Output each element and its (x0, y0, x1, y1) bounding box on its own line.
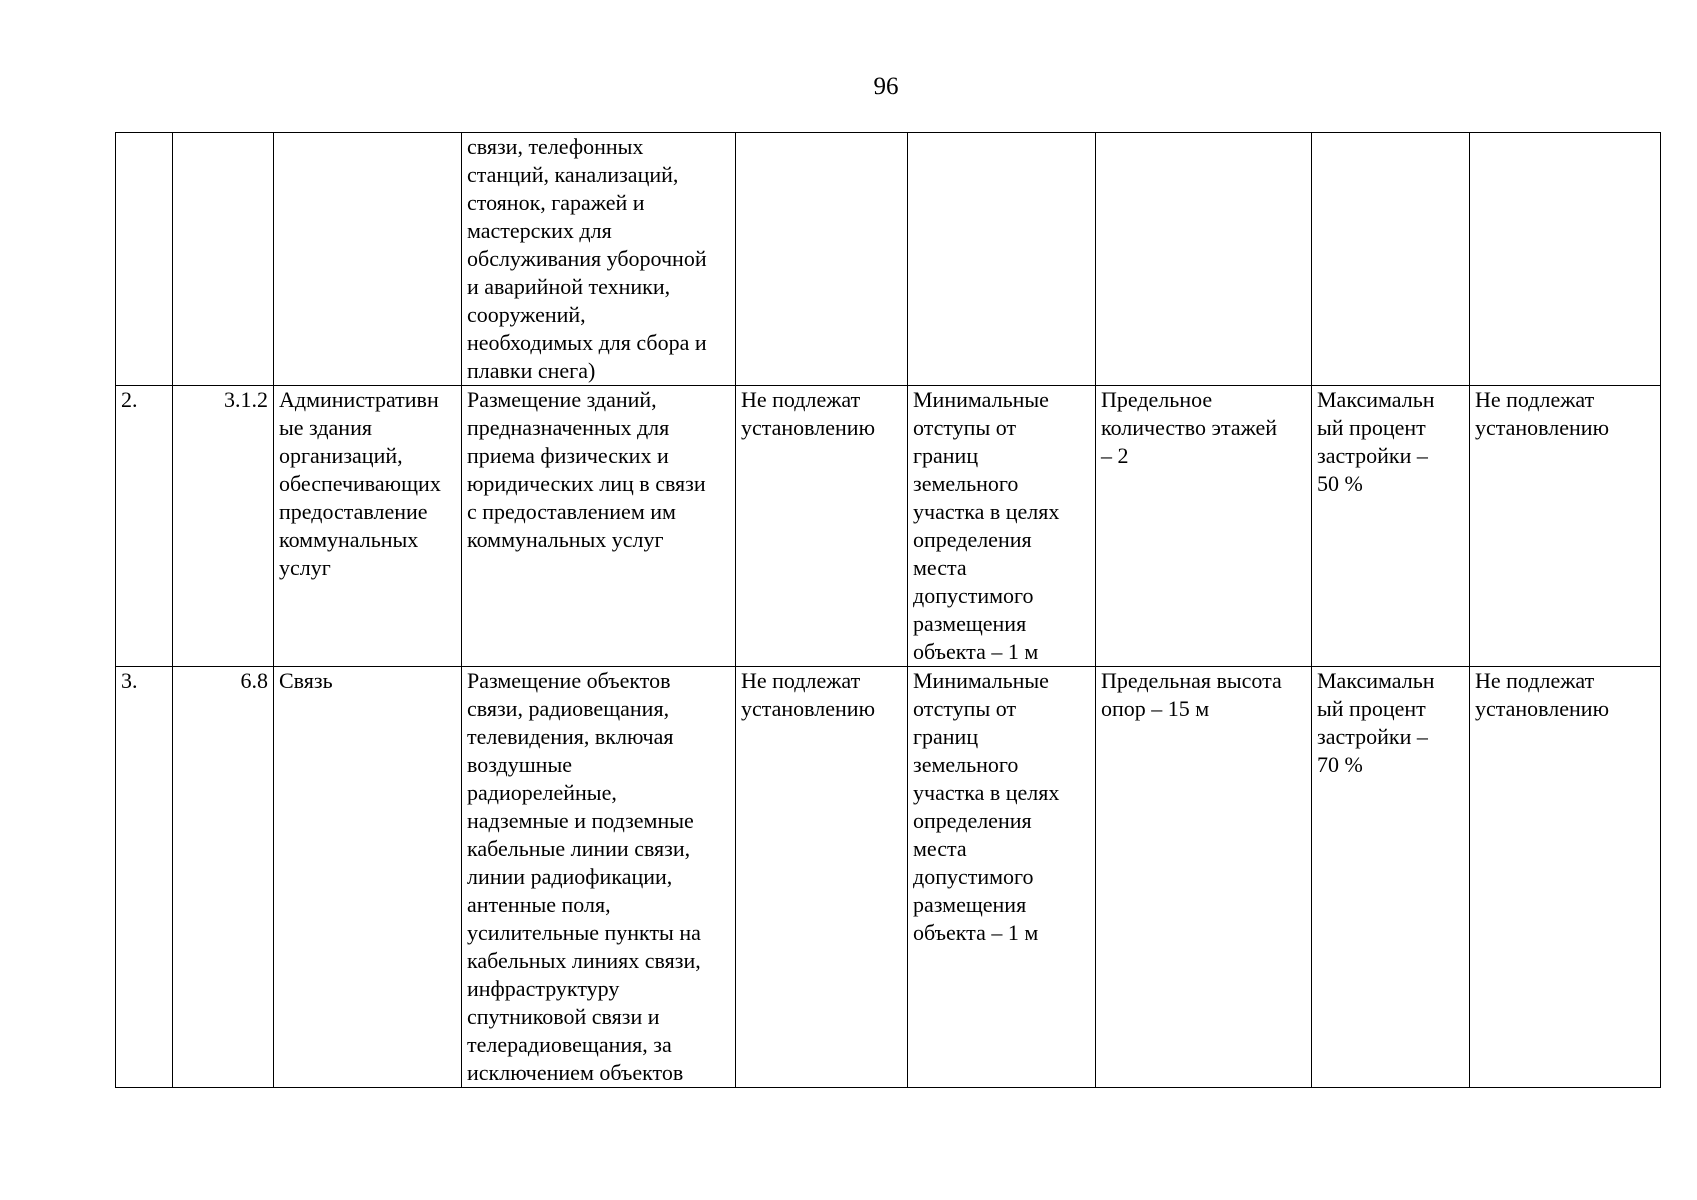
name-cell (274, 386, 462, 667)
land-use-description: Размещение объектов связи, радиовещания, телевидения, включая воздушные радиорелейные, надземные и подземные кабельные линии связи, линии радиофикации, антенные поля, усилительные пункты на кабельных линиях связи, инфраструктуру спутниковой связи и телерадиовещания, за исключением объектов (467, 668, 701, 1085)
other-parameters-text: Не подлежат установлению (1475, 668, 1610, 721)
setback-text: Минимальные отступы от границ земельного участка в целях определения места допустимого размещения объекта – 1 м (913, 387, 1060, 664)
row-number-cell (116, 133, 173, 386)
name-cell (274, 667, 462, 1088)
plot-size-text: Не подлежат установлению (741, 668, 876, 721)
parameter-cell (1470, 386, 1661, 667)
code-cell (173, 386, 274, 667)
coverage-text: Максимальн ый процент застройки – 50 % (1317, 387, 1435, 496)
parameter-cell (908, 667, 1096, 1088)
code-cell (173, 133, 274, 386)
parameter-cell (736, 133, 908, 386)
description-cell (462, 386, 736, 667)
row-number: 3. (121, 668, 138, 693)
table-row (116, 386, 1661, 667)
parameter-cell (1312, 386, 1470, 667)
row-number: 2. (121, 387, 138, 412)
description-cell (462, 133, 736, 386)
parameter-cell (908, 386, 1096, 667)
parameter-cell (1096, 133, 1312, 386)
description-cell (462, 667, 736, 1088)
name-cell (274, 133, 462, 386)
row-number-cell (116, 667, 173, 1088)
table-row (116, 133, 1661, 386)
setback-text: Минимальные отступы от границ земельного участка в целях определения места допустимого размещения объекта – 1 м (913, 668, 1060, 945)
land-use-name: Административн ые здания организаций, обеспечивающих предоставление коммунальных услуг (279, 387, 441, 580)
parameter-cell (1470, 133, 1661, 386)
parameter-cell (736, 386, 908, 667)
coverage-text: Максимальн ый процент застройки – 70 % (1317, 668, 1435, 777)
parameter-cell (1096, 386, 1312, 667)
land-use-description: Размещение зданий, предназначенных для приема физических и юридических лиц в связи с предоставлением им коммунальных услуг (467, 387, 706, 552)
parameter-cell (1312, 133, 1470, 386)
code-cell (173, 667, 274, 1088)
parameter-cell (1470, 667, 1661, 1088)
parameter-cell (736, 667, 908, 1088)
parameter-cell (1312, 667, 1470, 1088)
land-use-code: 3.1.2 (224, 387, 268, 412)
parameter-cell (908, 133, 1096, 386)
height-limit-text: Предельная высота опор – 15 м (1101, 668, 1282, 721)
other-parameters-text: Не подлежат установлению (1475, 387, 1610, 440)
row-number-cell (116, 386, 173, 667)
land-use-code: 6.8 (240, 668, 268, 693)
plot-size-text: Не подлежат установлению (741, 387, 876, 440)
height-limit-text: Предельное количество этажей – 2 (1101, 387, 1278, 468)
parameter-cell (1096, 667, 1312, 1088)
page-number: 96 (873, 73, 899, 100)
land-use-name: Связь (279, 668, 333, 693)
land-use-description: связи, телефонных станций, канализаций, стоянок, гаражей и мастерских для обслуживания уборочной и аварийной техники, сооружений, необходимых для сбора и плавки снега) (467, 134, 707, 383)
table-row (116, 667, 1661, 1088)
zoning-table (115, 132, 1661, 1088)
